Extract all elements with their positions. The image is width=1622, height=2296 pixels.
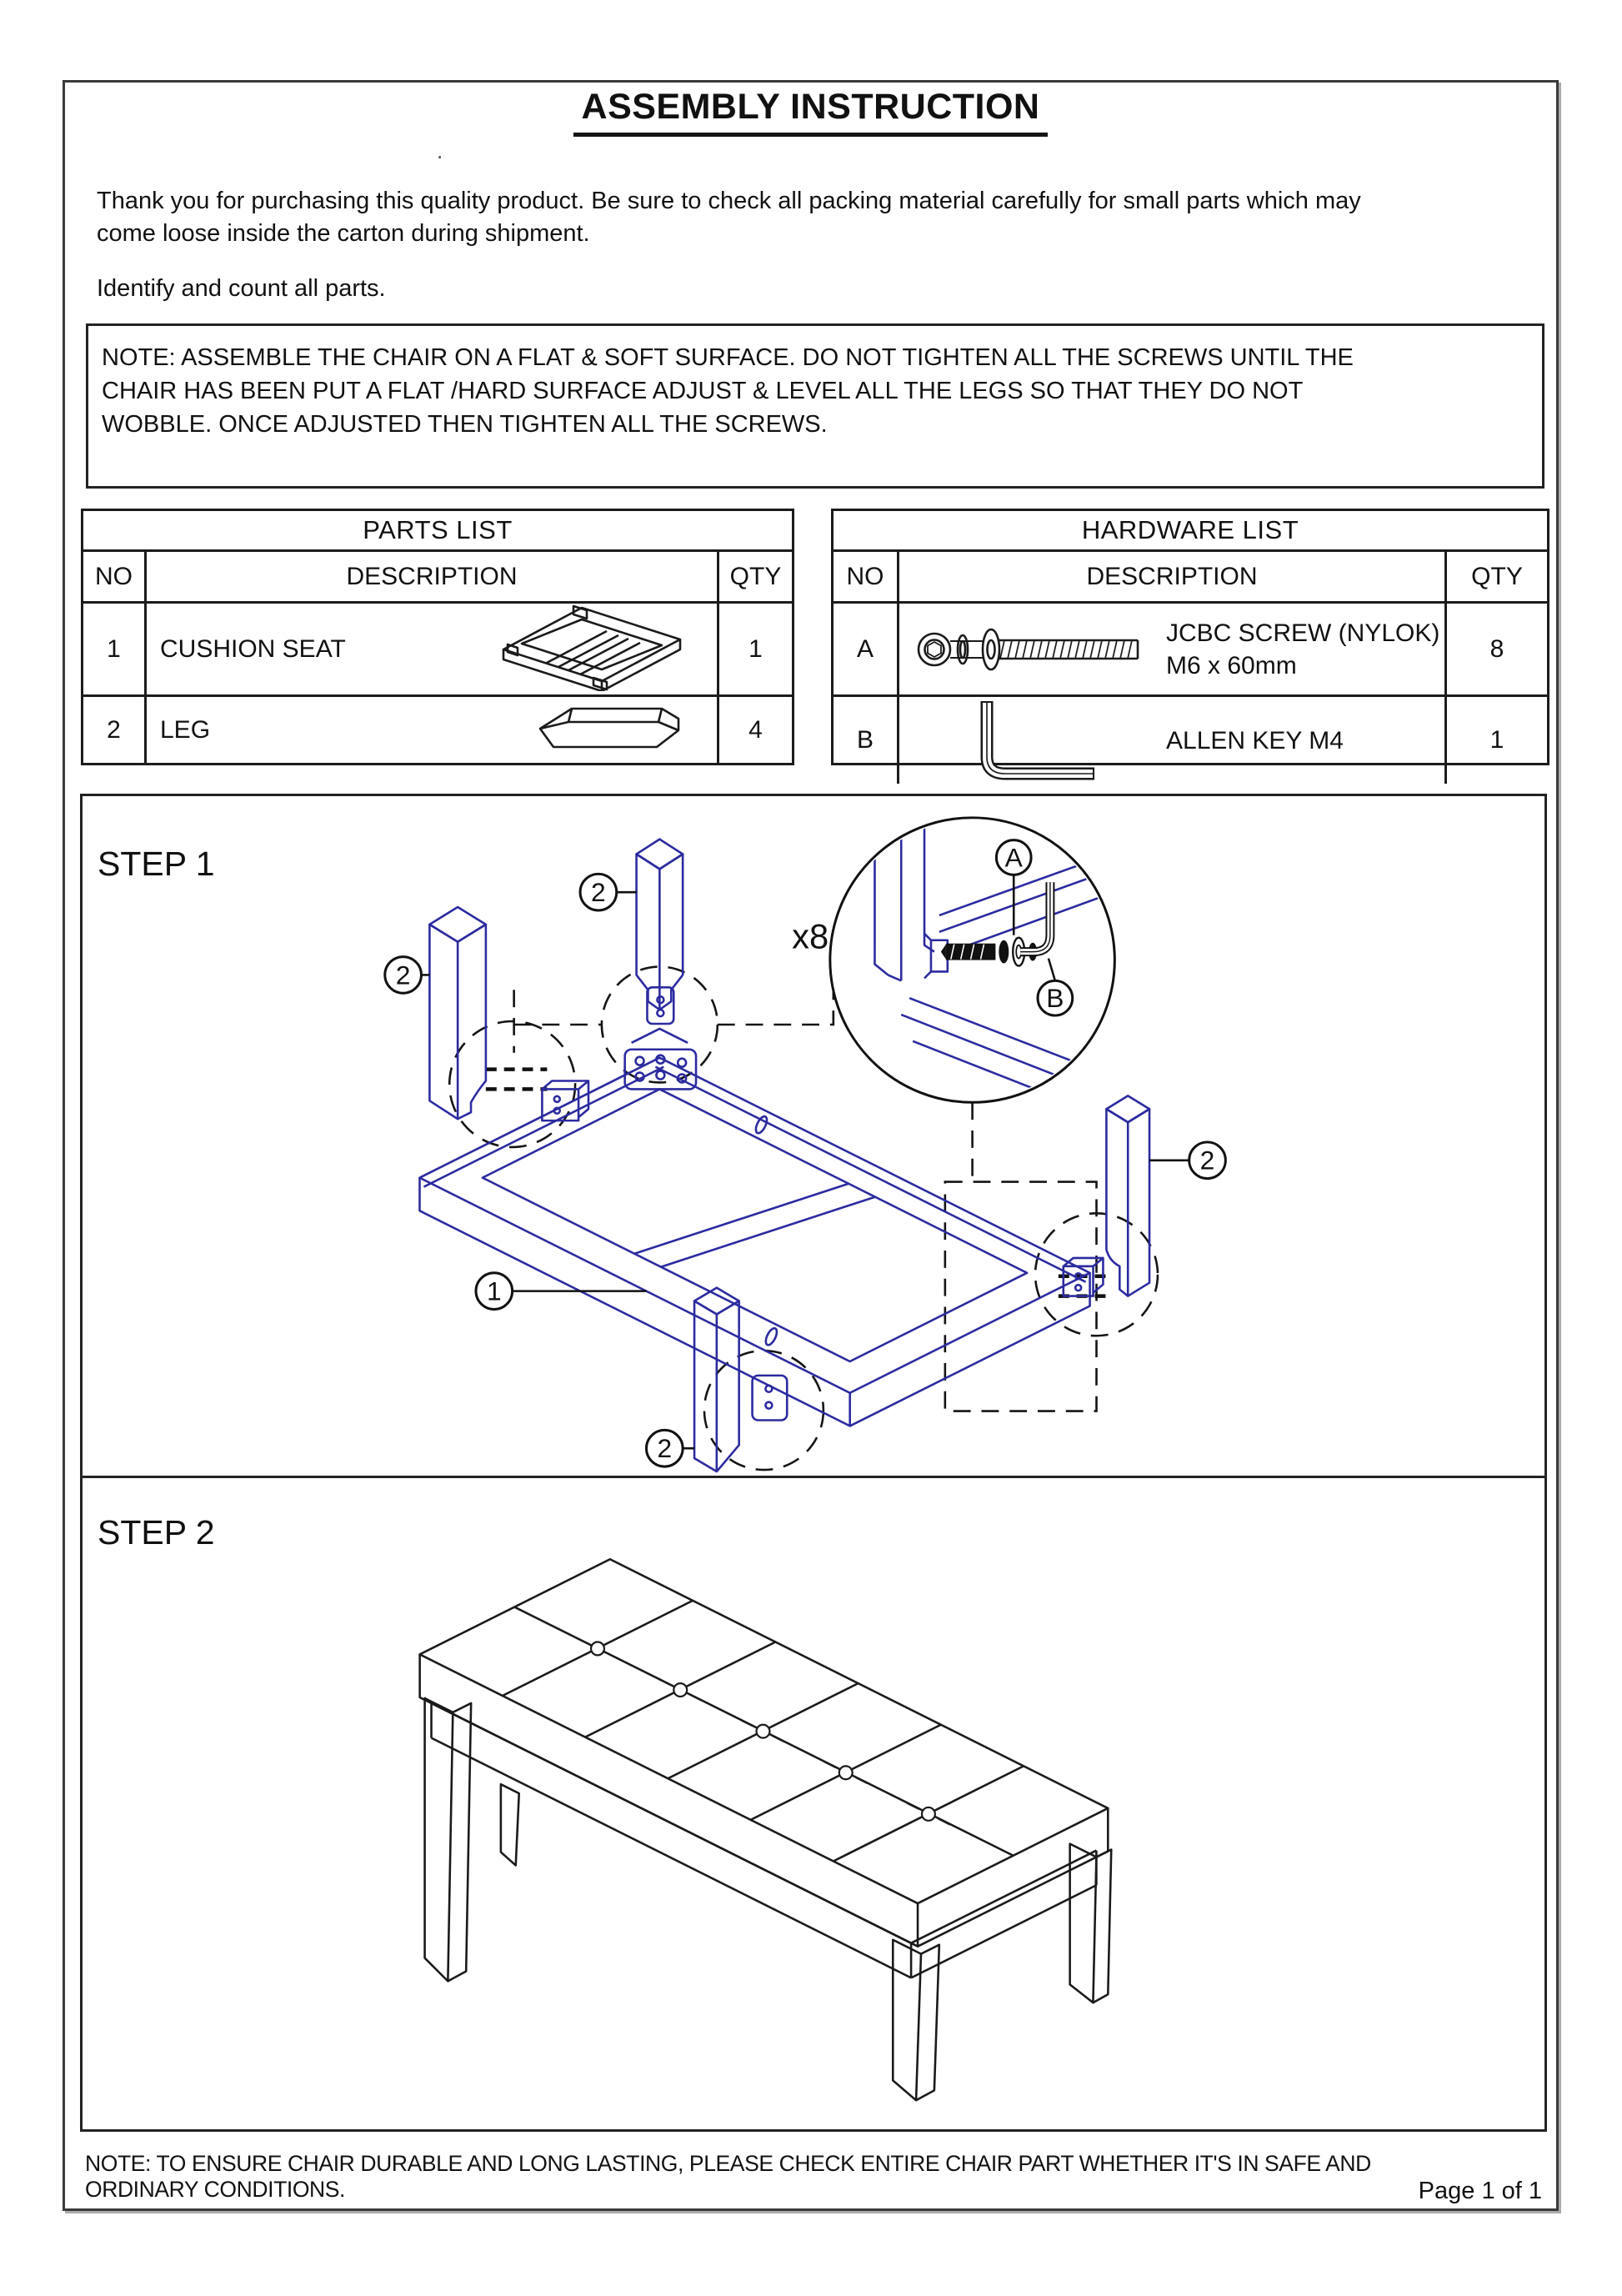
note-line-3: WOBBLE. ONCE ADJUSTED THEN TIGHTEN ALL THE SCREWS. [102, 411, 828, 438]
parts-row2-name: LEG [160, 715, 211, 744]
page-indicator: Page 1 of 1 [1418, 2178, 1542, 2204]
leg-right-drawing [1106, 1095, 1149, 1296]
svg-text:1: 1 [486, 1276, 502, 1306]
parts-row1-no: 1 [83, 601, 144, 694]
step1-panel [80, 794, 1547, 1478]
parts-list-table [81, 509, 794, 765]
intro-paragraph [97, 185, 1514, 250]
step2-label: STEP 2 [98, 1513, 215, 1552]
parts-row2-no: 2 [83, 694, 144, 763]
callout-leg-top [580, 874, 637, 910]
hardware-list-table [831, 509, 1549, 765]
intro-line-1: Thank you for purchasing this quality product. Be sure to check all packing material carefully for small parts which may [97, 188, 1361, 214]
svg-text:A: A [1004, 842, 1023, 873]
parts-list-title: PARTS LIST [363, 515, 513, 544]
cushion-seat-drawing [480, 601, 688, 698]
step2-panel [80, 1476, 1547, 2132]
parts-header-qty: QTY [717, 549, 792, 601]
leg-top-drawing [637, 840, 683, 1024]
note-line-1: NOTE: ASSEMBLE THE CHAIR ON A FLAT & SOFT SURFACE. DO NOT TIGHTEN ALL THE SCREWS UNTIL THE [102, 344, 1354, 371]
leg-drawing [530, 700, 688, 760]
hw-rowA-description [897, 601, 1444, 694]
step2-diagram [83, 1478, 1544, 2129]
hw-rowA-no: A [834, 601, 897, 694]
leg-left-drawing [429, 907, 486, 1119]
step1-diagram [83, 796, 1544, 1476]
svg-text:2: 2 [395, 960, 411, 990]
stray-period-mark: . [437, 138, 443, 163]
hw-header-qty: QTY [1444, 549, 1547, 601]
assembly-note-box [86, 323, 1544, 489]
parts-header-description: DESCRIPTION [144, 549, 717, 601]
parts-row1-description [144, 601, 717, 694]
footer-safety-note: NOTE: TO ENSURE CHAIR DURABLE AND LONG LASTING, PLEASE CHECK ENTIRE CHAIR PART WHETHER IT'S IN SAFE AND ORDINARY CONDITIONS. [85, 2151, 1371, 2202]
hw-rowA-qty: 8 [1444, 601, 1547, 694]
detail-leader-dashed-center [718, 962, 834, 1025]
assembled-bench-drawing [420, 1559, 1112, 2100]
intro-line-2: come loose inside the carton during shipment. [97, 220, 590, 247]
page-title: ASSEMBLY INSTRUCTION [63, 87, 1559, 137]
hw-rowA-text: JCBC SCREW (NYLOK) M6 x 60mm [1166, 619, 1440, 679]
allen-key-drawing [899, 697, 1166, 784]
leg-bottom-drawing [694, 1288, 739, 1471]
hw-rowB-description [897, 694, 1444, 784]
callout-leg-right [1149, 1142, 1225, 1179]
hw-rowB-qty: 1 [1444, 694, 1547, 784]
quantity-note: x8 [792, 916, 829, 956]
hardware-list-title: HARDWARE LIST [1081, 515, 1299, 544]
hw-rowB-text: ALLEN KEY M4 [1166, 726, 1344, 754]
step1-label: STEP 1 [98, 845, 215, 883]
identify-parts-line: Identify and count all parts. [97, 275, 386, 302]
hw-header-no: NO [834, 549, 897, 601]
svg-text:2: 2 [1199, 1145, 1215, 1176]
hidden-screw-lines-left [486, 1070, 547, 1090]
callout-leg-left [385, 957, 430, 994]
svg-text:2: 2 [657, 1433, 673, 1464]
parts-row1-name: CUSHION SEAT [160, 634, 346, 663]
detail-leader-dashed-left [514, 990, 602, 1052]
hw-rowB-no: B [834, 694, 897, 784]
parts-header-no: NO [83, 549, 144, 601]
hw-header-description: DESCRIPTION [897, 549, 1444, 601]
svg-text:B: B [1046, 983, 1064, 1014]
svg-text:2: 2 [591, 877, 606, 908]
joint-highlight-circle-left [449, 1021, 575, 1147]
callout-leg-bottom [646, 1430, 694, 1466]
parts-row2-qty: 4 [717, 694, 792, 763]
joint-highlight-circle-bottom [704, 1351, 824, 1470]
parts-row1-qty: 1 [717, 601, 792, 694]
screw-drawing [899, 608, 1166, 691]
parts-row2-description [144, 694, 717, 763]
note-line-2: CHAIR HAS BEEN PUT A FLAT /HARD SURFACE ADJUST & LEVEL ALL THE LEGS SO THAT THEY DO NOT [102, 378, 1304, 404]
